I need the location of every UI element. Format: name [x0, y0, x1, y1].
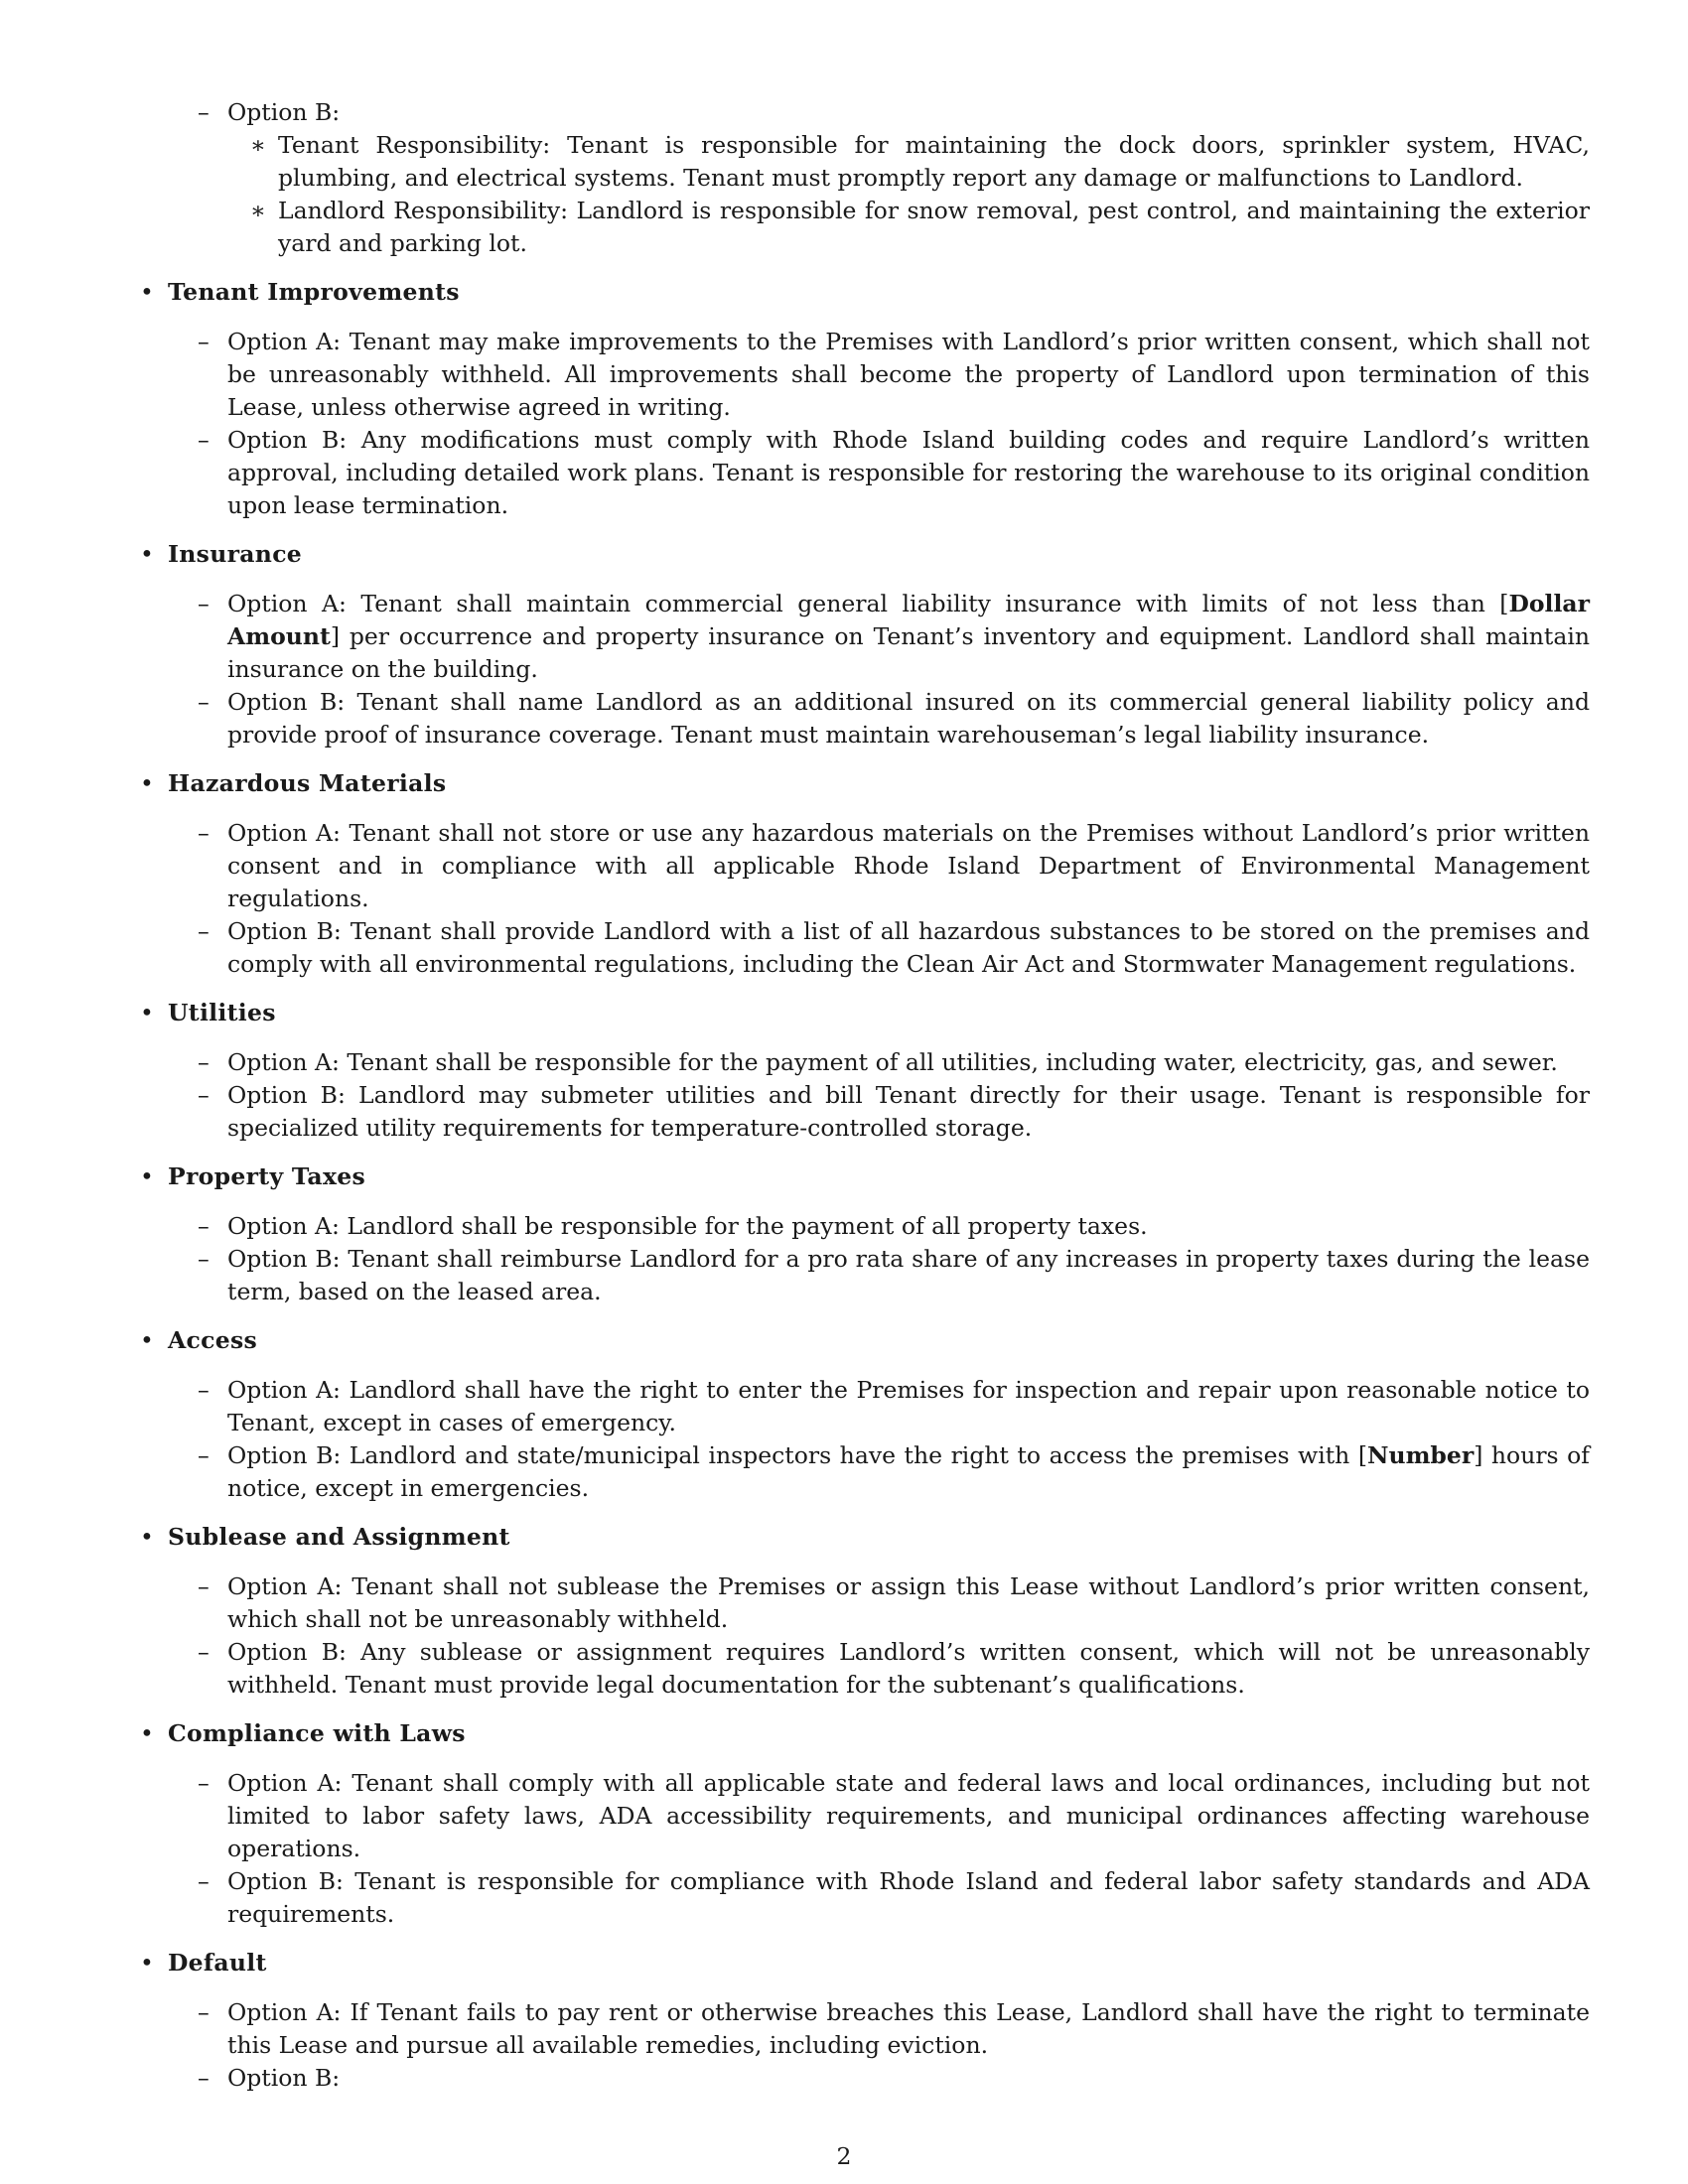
- section-heading-tenant-improvements: [140, 276, 1688, 309]
- bullet-marker: •: [140, 1719, 155, 1747]
- option-text: Option A: Landlord shall have the right to enter the Premises for inspection and repair upon reasonable notice to Tenant, except in cases of emergency.: [227, 1376, 1590, 1436]
- bullet-marker: •: [140, 278, 155, 306]
- heading-text: Compliance with Laws: [168, 1719, 466, 1747]
- dash-marker: –: [198, 2064, 210, 2092]
- bullet-marker: •: [140, 999, 155, 1026]
- hazardous-materials-option-b: [198, 915, 1590, 981]
- dash-marker: –: [198, 1245, 210, 1273]
- bullet-marker: •: [140, 1326, 155, 1354]
- tenant-improvements-option-a: [198, 326, 1590, 424]
- dash-marker: –: [198, 1048, 210, 1076]
- bullet-marker: •: [140, 540, 155, 568]
- option-text-start: Option A: Tenant shall maintain commercial general liability insurance with limits of not less than [: [227, 590, 1509, 617]
- dash-marker: –: [198, 1769, 210, 1797]
- option-text: Option A: Tenant may make improvements to the Premises with Landlord’s prior written consent, which shall not be unreasonably withheld. All improvements shall become the property of Landlord upon termination of this Lease, unless otherwise agreed in writing.: [227, 328, 1590, 421]
- utilities-option-a: [198, 1046, 1590, 1079]
- page-number: 2: [836, 2142, 852, 2170]
- heading-text: Utilities: [168, 999, 276, 1026]
- heading-text: Default: [168, 1949, 267, 1977]
- option-text: Option A: If Tenant fails to pay rent or otherwise breaches this Lease, Landlord shall have the right to terminate this Lease and pursue all available remedies, including eviction.: [227, 1998, 1590, 2059]
- insurance-option-a: [198, 588, 1590, 686]
- bullet-marker: •: [140, 1162, 155, 1190]
- star-marker: ∗: [250, 131, 266, 159]
- dash-marker: –: [198, 1441, 210, 1469]
- bullet-marker: •: [140, 769, 155, 797]
- dash-marker: –: [198, 1998, 210, 2026]
- section-heading-compliance-with-laws: [140, 1717, 1688, 1750]
- dash-marker: –: [198, 1867, 210, 1895]
- section-heading-hazardous-materials: [140, 767, 1688, 800]
- default-option-b: [198, 2062, 1590, 2095]
- tenant-responsibility-item: [250, 129, 1590, 195]
- heading-text: Access: [168, 1326, 258, 1354]
- dash-marker: –: [198, 819, 210, 847]
- option-text: Option B: Tenant shall reimburse Landlord for a pro rata share of any increases in property taxes during the lease term, based on the leased area.: [227, 1245, 1590, 1305]
- option-text: Option B: Tenant shall provide Landlord with a list of all hazardous substances to be stored on the premises and comply with all environmental regulations, including the Clean Air Act and Stormwater Management regulations.: [227, 917, 1590, 978]
- section-heading-property-taxes: [140, 1160, 1688, 1193]
- option-text: Option B: Landlord may submeter utilities and bill Tenant directly for their usage. Tenant is responsible for specialized utility requirements for temperature-controlled storage.: [227, 1081, 1590, 1142]
- property-taxes-option-a: [198, 1210, 1590, 1243]
- option-text: Option A: Landlord shall be responsible for the payment of all property taxes.: [227, 1212, 1148, 1240]
- option-text: Option A: Tenant shall not store or use any hazardous materials on the Premises without Landlord’s prior written consent and in compliance with all applicable Rhode Island Department of Environmental Management regulations.: [227, 819, 1590, 912]
- utilities-option-b: [198, 1079, 1590, 1145]
- option-text: Option B: Any sublease or assignment requires Landlord’s written consent, which will not be unreasonably withheld. Tenant must provide legal documentation for the subtenant’s qualifications.: [227, 1638, 1590, 1699]
- item-text: Tenant Responsibility: Tenant is responsible for maintaining the dock doors, sprinkler system, HVAC, plumbing, and electrical systems. Tenant must promptly report any damage or malfunctions to Landlord.: [278, 131, 1590, 192]
- landlord-responsibility-item: [250, 195, 1590, 260]
- section-heading-sublease-assignment: [140, 1521, 1688, 1554]
- dash-marker: –: [198, 98, 210, 126]
- section-heading-insurance: [140, 538, 1688, 571]
- tenant-improvements-option-b: [198, 424, 1590, 522]
- insurance-option-b: [198, 686, 1590, 751]
- maintenance-option-b: [198, 96, 1590, 129]
- dash-marker: –: [198, 1638, 210, 1666]
- heading-text: Tenant Improvements: [168, 278, 460, 306]
- option-label: Option B:: [227, 98, 341, 126]
- compliance-option-b: [198, 1865, 1590, 1931]
- option-text-end: ] hours of notice, except in emergencies.: [227, 1441, 1591, 1502]
- bullet-marker: •: [140, 1949, 155, 1977]
- lease-options-list: [0, 96, 1688, 2095]
- dash-marker: –: [198, 1572, 210, 1600]
- hazardous-materials-option-a: [198, 817, 1590, 915]
- heading-text: Sublease and Assignment: [168, 1523, 510, 1551]
- bullet-marker: •: [140, 1523, 155, 1551]
- dash-marker: –: [198, 1376, 210, 1404]
- default-option-a: [198, 1996, 1590, 2062]
- section-heading-default: [140, 1947, 1688, 1979]
- compliance-option-a: [198, 1767, 1590, 1865]
- access-option-a: [198, 1374, 1590, 1439]
- access-option-b: [198, 1439, 1591, 1505]
- option-text: Option B: Tenant shall name Landlord as an additional insured on its commercial general liability policy and provide proof of insurance coverage. Tenant must maintain warehouseman’s legal liability insurance.: [227, 688, 1590, 749]
- dash-marker: –: [198, 917, 210, 945]
- option-text: Option B: Tenant is responsible for compliance with Rhode Island and federal labor safety standards and ADA requirements.: [227, 1867, 1590, 1928]
- option-text: Option A: Tenant shall comply with all applicable state and federal laws and local ordinances, including but not limited to labor safety laws, ADA accessibility requirements, and municipal ordinances affecting warehouse operations.: [227, 1769, 1590, 1862]
- dash-marker: –: [198, 590, 210, 617]
- option-text-start: Option B: Landlord and state/municipal inspectors have the right to access the premises with [: [227, 1441, 1367, 1469]
- dash-marker: –: [198, 328, 210, 355]
- sublease-option-a: [198, 1570, 1590, 1636]
- heading-text: Property Taxes: [168, 1162, 366, 1190]
- heading-text: Insurance: [168, 540, 303, 568]
- property-taxes-option-b: [198, 1243, 1590, 1308]
- dash-marker: –: [198, 1081, 210, 1109]
- option-text: Option A: Tenant shall not sublease the Premises or assign this Lease without Landlord’s prior written consent, which shall not be unreasonably withheld.: [227, 1572, 1590, 1633]
- star-marker: ∗: [250, 197, 266, 224]
- item-text: Landlord Responsibility: Landlord is responsible for snow removal, pest control, and maintaining the exterior yard and parking lot.: [278, 197, 1590, 257]
- heading-text: Hazardous Materials: [168, 769, 447, 797]
- option-text: Option A: Tenant shall be responsible for the payment of all utilities, including water, electricity, gas, and sewer.: [227, 1048, 1558, 1076]
- sublease-option-b: [198, 1636, 1590, 1702]
- dash-marker: –: [198, 688, 210, 716]
- option-text: Option B: Any modifications must comply with Rhode Island building codes and require Landlord’s written approval, including detailed work plans. Tenant is responsible for restoring the warehouse to its original condition upon lease termination.: [227, 426, 1590, 519]
- section-heading-access: [140, 1324, 1688, 1357]
- dash-marker: –: [198, 426, 210, 454]
- option-text-end: ] per occurrence and property insurance on Tenant’s inventory and equipment. Landlord shall maintain insurance on the building.: [227, 622, 1590, 683]
- option-text: Option B:: [227, 2064, 341, 2092]
- number-placeholder: Number: [1367, 1441, 1475, 1469]
- dollar-amount-placeholder: Dollar Amount: [227, 590, 1590, 650]
- section-heading-utilities: [140, 997, 1688, 1029]
- dash-marker: –: [198, 1212, 210, 1240]
